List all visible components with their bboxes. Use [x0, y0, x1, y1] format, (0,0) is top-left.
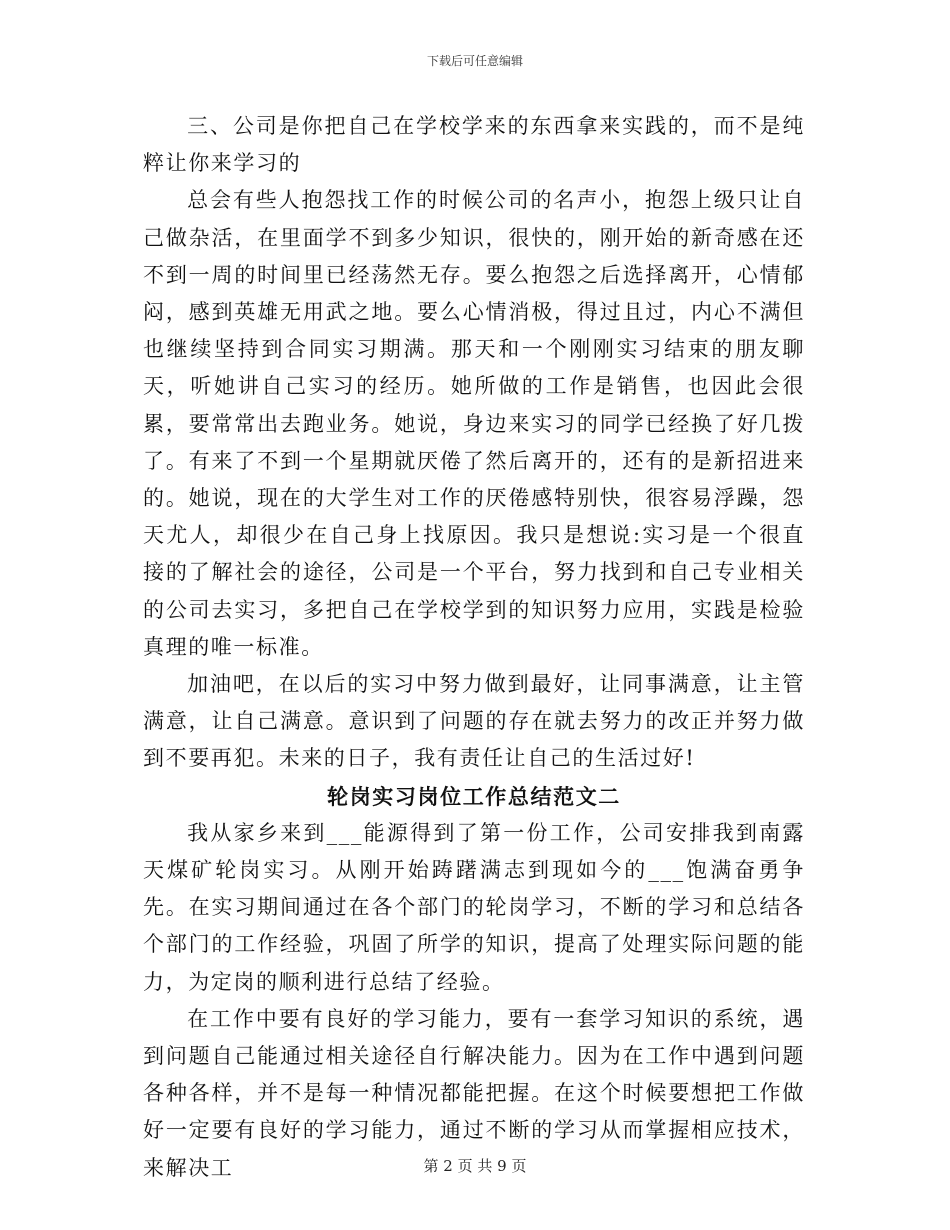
- page-header: 下载后可任意编辑: [426, 54, 523, 68]
- document-body: [143, 108, 805, 1187]
- page-footer: 第 2 页 共 9 页: [423, 1157, 527, 1175]
- paragraph: 总会有些人抱怨找工作的时候公司的名声小，抱怨上级只让自己做杂活，在里面学不到多少知识，很快的，刚开始的新奇感在还不到一周的时间里已经荡然无存。要么抱怨之后选择离开，心情郁闷，感到英雄无用武之地。要么心情消极，得过且过，内心不满但也继续坚持到合同实习期满。那天和一个刚刚实习结束的朋友聊天，听她讲自己实习的经历。她所做的工作是销售，也因此会很累，要常常出去跑业务。她说，身边来实习的同学已经换了好几拨了。有来了不到一个星期就厌倦了然后离开的，还有的是新招进来的。她说，现在的大学生对工作的厌倦感特别快，很容易浮躁，怨天尤人，却很少在自己身上找原因。我只是想说:实习是一个很直接的了解社会的途径，公司是一个平台，努力找到和自己专业相关的公司去实习，多把自己在学校学到的知识努力应用，实践是检验真理的唯一标准。: [143, 188, 805, 659]
- section-title: 轮岗实习岗位工作总结范文二: [327, 783, 621, 809]
- paragraph: 我从家乡来到___能源得到了第一份工作，公司安排我到南露天煤矿轮岗实习。从刚开始踌躇满志到现如今的___饱满奋勇争先。在实习期间通过在各个部门的轮岗学习，不断的学习和总结各个部门的工作经验，巩固了所学的知识，提高了处理实际问题的能力，为定岗的顺利进行总结了经验。: [143, 820, 805, 994]
- paragraph: 加油吧，在以后的实习中努力做到最好，让同事满意，让主管满意，让自己满意。意识到了问题的存在就去努力的改正并努力做到不要再犯。未来的日子，我有责任让自己的生活过好!: [143, 672, 805, 771]
- paragraph: 在工作中要有良好的学习能力，要有一套学习知识的系统，遇到问题自己能通过相关途径自行解决能力。因为在工作中遇到问题各种各样，并不是每一种情况都能把握。在这个时候要想把工作做好一定要有良好的学习能力，通过不断的学习从而掌握相应技术，来解决工: [143, 1006, 805, 1180]
- paragraph: 三、公司是你把自己在学校学来的东西拿来实践的，而不是纯粹让你来学习的: [143, 114, 805, 176]
